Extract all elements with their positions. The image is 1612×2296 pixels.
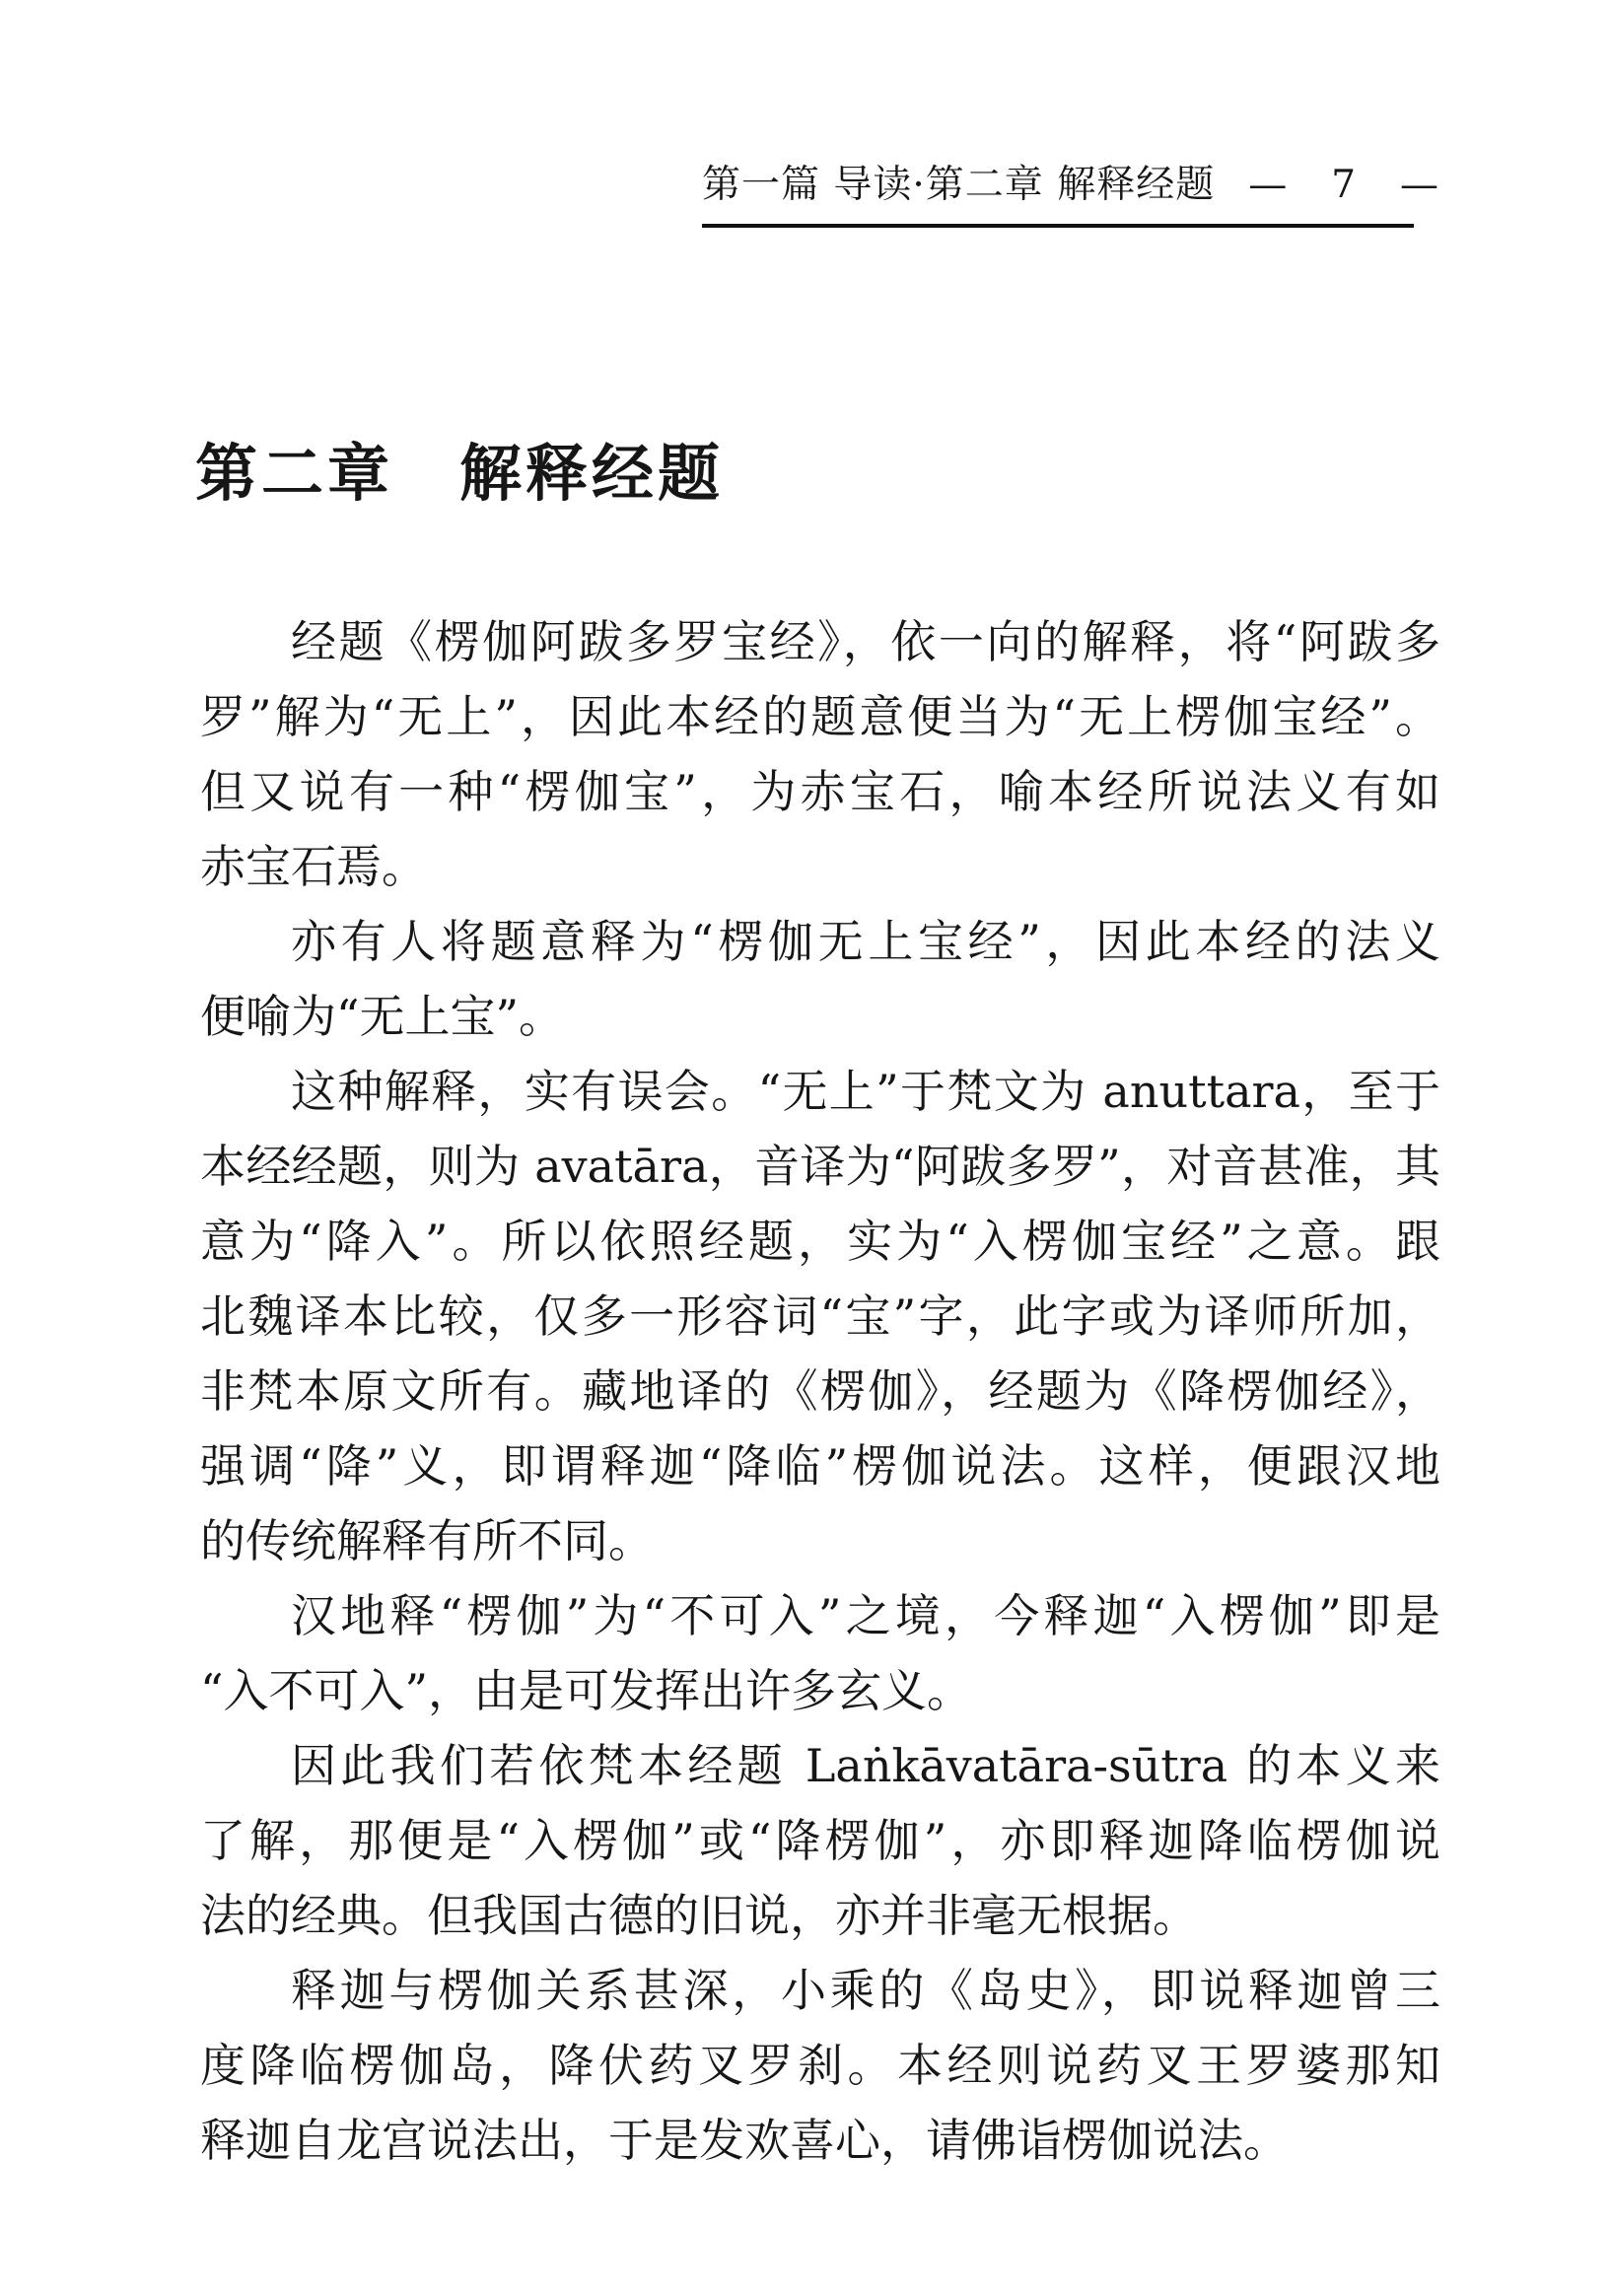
header-rule	[702, 224, 1414, 228]
text-line: 但又说有一种“楞伽宝”，为赤宝石，喻本经所说法义有如	[200, 765, 1440, 818]
text-line: 这种解释，实有误会。“无上”于梵文为 anuttara，至于	[291, 1065, 1440, 1118]
text-line: 北魏译本比较，仅多一形容词“宝”字，此字或为译师所加，	[200, 1289, 1440, 1343]
page-number: 7	[1331, 163, 1358, 207]
text-line: 强调“降”义，即谓释迦“降临”楞伽说法。这样，便跟汉地	[200, 1439, 1440, 1493]
text-line: 汉地释“楞伽”为“不可入”之境，今释迦“入楞伽”即是	[291, 1589, 1440, 1642]
body-text	[200, 604, 1440, 2178]
text-line: 亦有人将题意释为“楞伽无上宝经”，因此本经的法义	[291, 915, 1440, 968]
text-line: 非梵本原文所有。藏地译的《楞伽》，经题为《降楞伽经》，	[200, 1364, 1440, 1418]
text-line: 本经经题，则为 avatāra，音译为“阿跋多罗”，对音甚准，其	[200, 1140, 1440, 1193]
text-line: 便喻为“无上宝”。	[200, 990, 565, 1043]
text-line: 释迦自龙宫说法出，于是发欢喜心，请佛诣楞伽说法。	[200, 2114, 1289, 2167]
text-line: 法的经典。但我国古德的旧说，亦并非毫无根据。	[200, 1889, 1198, 1942]
text-line: 的传统解释有所不同。	[200, 1514, 654, 1567]
text-line: 释迦与楞伽关系甚深，小乘的《岛史》，即说释迦曾三	[291, 1964, 1440, 2017]
text-line: 意为“降入”。所以依照经题，实为“入楞伽宝经”之意。跟	[200, 1215, 1440, 1268]
text-line: 经题《楞伽阿跋多罗宝经》，依一向的解释，将“阿跋多	[291, 615, 1440, 668]
text-line: 度降临楞伽岛，降伏药叉罗刹。本经则说药叉王罗婆那知	[200, 2039, 1440, 2092]
page-number-dash-left: —	[1248, 163, 1289, 207]
text-line: 因此我们若依梵本经题 Laṅkāvatāra-sūtra 的本义来	[291, 1739, 1440, 1792]
text-line: 了解，那便是“入楞伽”或“降楞伽”，亦即释迦降临楞伽说	[200, 1814, 1440, 1867]
text-line: 罗”解为“无上”，因此本经的题意便当为“无上楞伽宝经”。	[200, 690, 1440, 743]
chapter-title: 第二章 解释经题	[195, 437, 724, 511]
running-header	[702, 154, 1440, 209]
text-line: “入不可入”，由是可发挥出许多玄义。	[200, 1664, 973, 1717]
text-line: 赤宝石焉。	[200, 840, 427, 893]
page-number-dash-right: —	[1400, 163, 1440, 207]
running-header-section: 第一篇 导读·第二章 解释经题	[702, 163, 1216, 207]
